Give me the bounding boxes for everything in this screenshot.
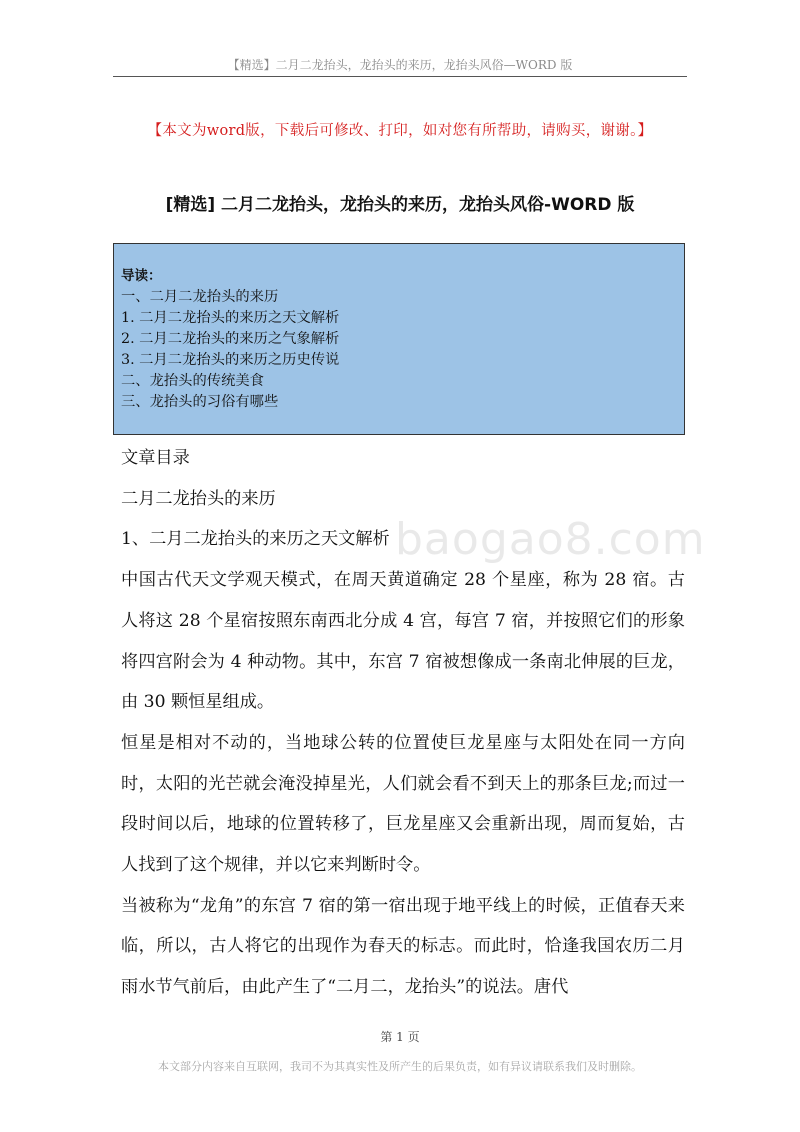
body-paragraph: 中国古代天文学观天模式，在周天黄道确定 28 个星座，称为 28 宿。古人将这 28 个星宿按照东南西北分成 4 宫，每宫 7 宿，并按照它们的形象将四宫附会为 4 种动物。其中，东宫 7 宿被想像成一条南北伸展的巨龙，由 30 颗恒星组成。 [121, 570, 685, 713]
page-number: 第 1 页 [380, 1030, 420, 1044]
guide-item: 1. 二月二龙抬头的来历之天文解析 [121, 310, 340, 326]
guide-item: 三、龙抬头的习俗有哪些 [121, 394, 279, 410]
header-divider [113, 76, 687, 77]
guide-item: 二、龙抬头的传统美食 [121, 373, 264, 389]
guide-item: 2. 二月二龙抬头的来历之气象解析 [121, 331, 340, 347]
body-paragraph: 当被称为“龙角”的东宫 7 宿的第一宿出现于地平线上的时候，正值春天来临，所以，古人将它的出现作为春天的标志。而此时，恰逢我国农历二月雨水节气前后，由此产生了“二月二，龙抬头”的说法。唐代 [121, 895, 685, 998]
purchase-notice: 【本文为word版，下载后可修改、打印，如对您有所帮助，请购买，谢谢。】 [147, 123, 653, 139]
subsection-heading: 1、二月二龙抬头的来历之天文解析 [121, 529, 390, 550]
page-footer-disclaimer: 本文部分内容来自互联网，我司不为其真实性及所产生的后果负责，如有异议请联系我们及时删除。 [158, 1060, 642, 1073]
page-header: 【精选】二月二龙抬头，龙抬头的来历，龙抬头风俗—WORD 版 [227, 58, 573, 72]
toc-label: 文章目录 [121, 448, 190, 468]
guide-heading: 导读： [121, 268, 162, 284]
section-heading: 二月二龙抬头的来历 [121, 488, 276, 509]
watermark: baogao8.com [395, 514, 706, 565]
document-body [121, 438, 685, 1008]
guide-item: 3. 二月二龙抬头的来历之历史传说 [121, 352, 340, 368]
document-title: [精选] 二月二龙抬头，龙抬头的来历，龙抬头风俗-WORD 版 [165, 195, 635, 215]
guide-item: 一、二月二龙抬头的来历 [121, 289, 279, 305]
guide-box [113, 243, 685, 435]
body-paragraph: 恒星是相对不动的，当地球公转的位置使巨龙星座与太阳处在同一方向时，太阳的光芒就会淹没掉星光，人们就会看不到天上的那条巨龙;而过一段时间以后，地球的位置转移了，巨龙星座又会重新出现，周而复始，古人找到了这个规律，并以它来判断时令。 [121, 732, 685, 876]
